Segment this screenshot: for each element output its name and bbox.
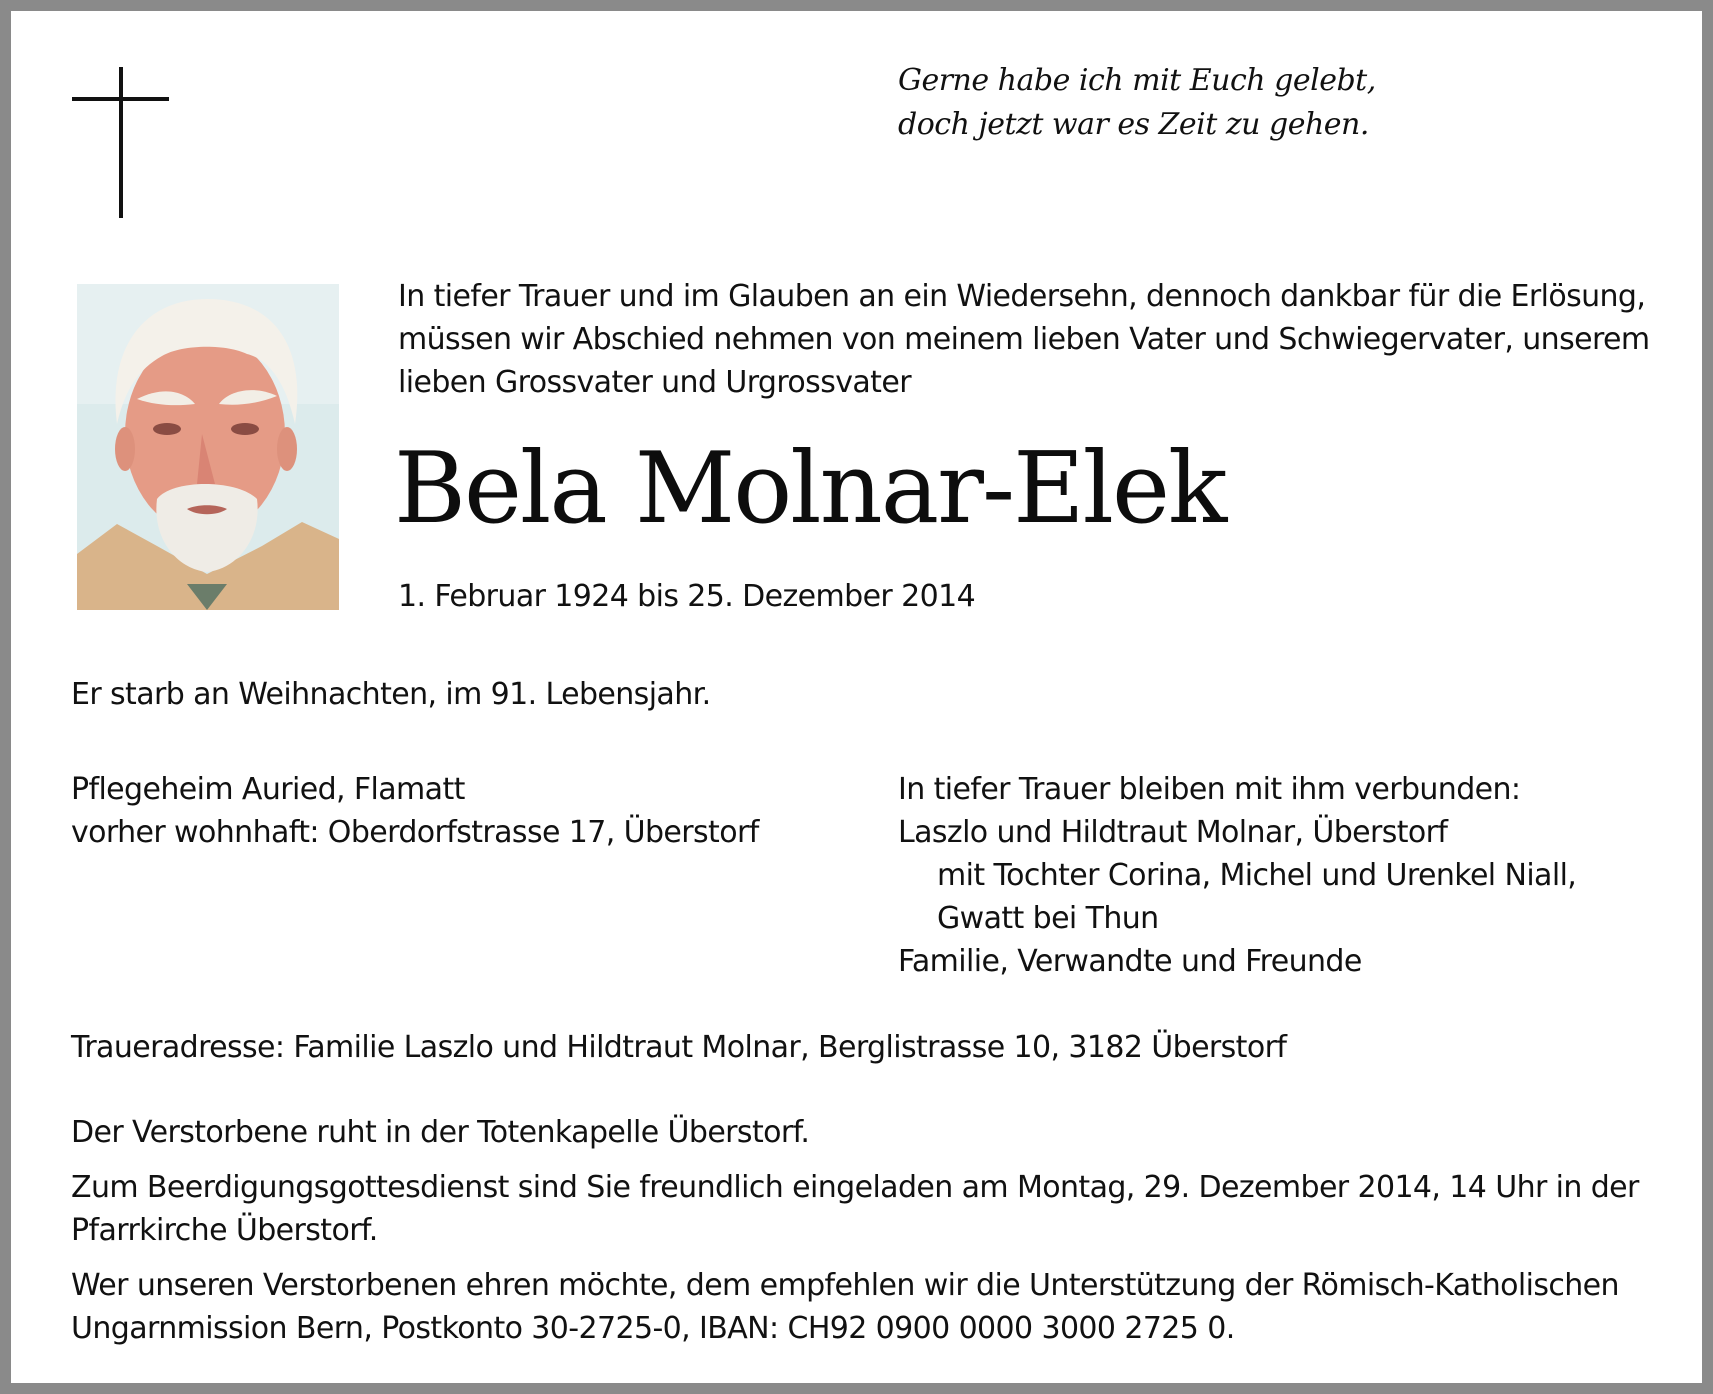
mourning-address: Traueradresse: Familie Laszlo und Hildtraut Molnar, Berglistrasse 10, 3182 Überstorf bbox=[71, 1030, 1287, 1065]
epitaph-quote bbox=[898, 59, 1498, 147]
intro-line: In tiefer Trauer und im Glauben an ein Wiedersehn, dennoch dankbar für die Erlösung, bbox=[398, 279, 1646, 314]
rest-line: Der Verstorbene ruht in der Totenkapelle Überstorf. bbox=[71, 1115, 810, 1150]
mourners-line: Gwatt bei Thun bbox=[937, 901, 1159, 936]
residence-line: Pflegeheim Auried, Flamatt bbox=[71, 772, 465, 807]
notes-block bbox=[71, 1111, 1666, 1362]
funeral-line: Pfarrkirche Überstorf. bbox=[71, 1213, 378, 1248]
quote-line: doch jetzt war es Zeit zu gehen. bbox=[898, 107, 1369, 142]
rest-note bbox=[71, 1111, 1666, 1154]
mourners-line: mit Tochter Corina, Michel und Urenkel Niall, bbox=[937, 858, 1577, 893]
portrait-photo bbox=[77, 284, 339, 610]
funeral-line: Zum Beerdigungsgottesdienst sind Sie freundlich eingeladen am Montag, 29. Dezember 2014, 14 Uhr in der bbox=[71, 1170, 1639, 1205]
death-note: Er starb an Weihnachten, im 91. Lebensjahr. bbox=[71, 677, 711, 712]
donation-line: Ungarnmission Bern, Postkonto 30-2725-0, IBAN: CH92 0900 0000 3000 2725 0. bbox=[71, 1311, 1235, 1346]
residence-line: vorher wohnhaft: Oberdorfstrasse 17, Überstorf bbox=[71, 815, 759, 850]
mourners-heading: In tiefer Trauer bleiben mit ihm verbunden: bbox=[898, 772, 1521, 807]
mourners-block bbox=[898, 768, 1576, 983]
intro-line: müssen wir Abschied nehmen von meinem lieben Vater und Schwiegervater, unserem bbox=[398, 322, 1650, 357]
deceased-name: Bela Molnar-Elek bbox=[394, 432, 1226, 546]
donation-note bbox=[71, 1264, 1666, 1350]
life-dates: 1. Februar 1924 bis 25. Dezember 2014 bbox=[398, 579, 976, 614]
mourners-line: Laszlo und Hildtraut Molnar, Überstorf bbox=[898, 815, 1448, 850]
funeral-note bbox=[71, 1166, 1666, 1252]
intro-line: lieben Grossvater und Urgrossvater bbox=[398, 365, 911, 400]
mourners-line: Familie, Verwandte und Freunde bbox=[898, 944, 1362, 979]
donation-line: Wer unseren Verstorbenen ehren möchte, dem empfehlen wir die Unterstützung der Römisch-Katholischen bbox=[71, 1268, 1619, 1303]
quote-line: Gerne habe ich mit Euch gelebt, bbox=[898, 63, 1376, 98]
intro-text bbox=[398, 275, 1688, 404]
residence-block bbox=[71, 768, 759, 854]
